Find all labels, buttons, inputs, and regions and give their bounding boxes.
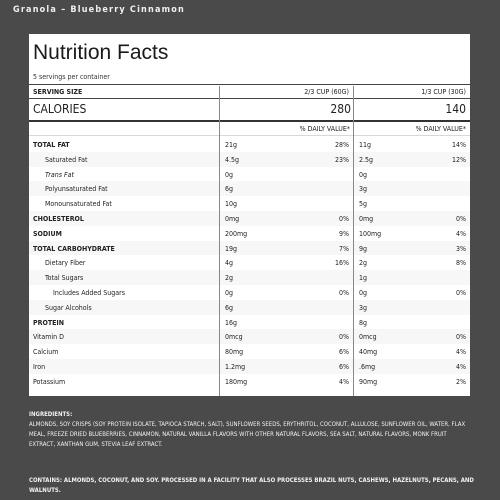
servings-per-container: 5 servings per container (33, 73, 110, 81)
nutrient-name: PROTEIN (33, 318, 65, 327)
amount-col2: 1g (359, 274, 368, 283)
amount-col1: 80mg (225, 348, 244, 357)
amount-col2: 3g (359, 185, 368, 194)
daily-value-col1: 0% (339, 215, 349, 223)
amount-col1: 4.5g (225, 155, 240, 164)
amount-col2: 11g (359, 141, 372, 149)
daily-value-col2: 4% (456, 348, 466, 357)
nutrient-name: Sugar Alcohols (45, 303, 92, 312)
table-row (29, 196, 470, 211)
table-row (29, 137, 470, 152)
amount-col2: 8g (359, 318, 368, 327)
table-row (29, 226, 470, 241)
table-row (29, 285, 470, 300)
divider (29, 84, 470, 85)
nutrient-name: CHOLESTEROL (33, 215, 84, 223)
dv-header-col2: % DAILY VALUE* (415, 125, 466, 133)
daily-value-col2: 14% (452, 141, 466, 149)
nutrient-name: Dietary Fiber (45, 259, 86, 268)
amount-col1: 0g (225, 289, 234, 297)
amount-col2: 2.5g (359, 155, 374, 164)
ingredients-block (29, 410, 474, 450)
daily-value-col2: 8% (456, 259, 466, 268)
divider (29, 120, 470, 122)
nutrient-name: Calcium (33, 348, 59, 357)
nutrient-name: Total Sugars (45, 274, 84, 283)
column-divider (353, 86, 354, 396)
ingredients-text: ALMONDS, SOY CRISPS (SOY PROTEIN ISOLATE, TAPIOCA STARCH, SALT), SUNFLOWER SEEDS, ERYTHRITOL, COCONUT, ALLULOSE, SUNFLOWER OIL, WATER, FLAX MEAL, FREEZE DRIED BLUEBERRIES, CINNAMON, NATURAL VANILLA FLAVORS WITH OTHER NATURAL FLAVORS, SEA SALT, NATURAL FLAVORS, MONK FRUIT EXTRACT, XANTHAN GUM, STEVIA LEAF EXTRACT. (29, 421, 466, 448)
nutrient-name: TOTAL CARBOHYDRATE (33, 244, 115, 253)
amount-col2: 40mg (359, 348, 378, 357)
divider (29, 98, 470, 99)
amount-col1: 16g (225, 318, 238, 327)
daily-value-col1: 6% (339, 363, 349, 371)
amount-col2: 2g (359, 259, 368, 268)
calories-col2: 140 (445, 102, 466, 116)
nutrient-name: Iron (33, 363, 46, 371)
amount-col1: 0mg (225, 215, 240, 223)
amount-col2: 3g (359, 303, 368, 312)
nutrient-name: Potassium (33, 377, 66, 386)
ingredients-heading: INGREDIENTS: (29, 411, 73, 418)
dv-header-col1: % DAILY VALUE* (299, 125, 350, 133)
daily-value-col1: 4% (339, 377, 349, 386)
allergen-statement: CONTAINS: ALMONDS, COCONUT, AND SOY. PROCESSED IN A FACILITY THAT ALSO PROCESSES BRAZIL NUTS, CASHEWS, HAZELNUTS, PECANS, AND WALNUTS. (29, 477, 474, 494)
table-row (29, 344, 470, 359)
daily-value-col2: 2% (456, 377, 466, 386)
daily-value-col1: 23% (335, 155, 349, 164)
table-row (29, 329, 470, 344)
amount-col1: 2g (225, 274, 234, 283)
amount-col1: 0g (225, 170, 234, 179)
daily-value-col2: 4% (456, 229, 466, 238)
amount-col2: .6mg (359, 363, 376, 371)
nutrient-name: Polyunsaturated Fat (45, 185, 108, 194)
table-row (29, 255, 470, 270)
table-row (29, 374, 470, 389)
daily-value-col1: 6% (339, 348, 349, 357)
daily-value-col1: 9% (339, 229, 349, 238)
table-row (29, 300, 470, 315)
amount-col1: 10g (225, 200, 238, 209)
table-row (29, 359, 470, 374)
daily-value-col2: 3% (456, 244, 466, 253)
nutrient-name: Monounsaturated Fat (45, 200, 112, 209)
column-divider (219, 86, 220, 396)
nutrient-name: Includes Added Sugars (53, 289, 125, 297)
nutrition-facts-panel (29, 34, 470, 396)
calories-col1: 280 (330, 102, 351, 116)
amount-col1: 0mcg (225, 333, 243, 342)
amount-col1: 1.2mg (225, 363, 246, 371)
table-row (29, 315, 470, 330)
nutrient-name: TOTAL FAT (33, 141, 70, 149)
daily-value-col2: 12% (452, 155, 466, 164)
amount-col2: 100mg (359, 229, 382, 238)
calories-label: CALORIES (33, 102, 87, 116)
amount-col2: 0mg (359, 215, 374, 223)
daily-value-col2: 4% (456, 363, 466, 371)
daily-value-col2: 0% (456, 289, 466, 297)
table-row (29, 152, 470, 167)
serving-size-col1: 2/3 CUP (60G) (304, 88, 349, 96)
daily-value-col1: 0% (339, 289, 349, 297)
amount-col2: 9g (359, 244, 368, 253)
nutrient-name: SODIUM (33, 229, 62, 238)
serving-size-label: SERVING SIZE (33, 88, 83, 96)
amount-col1: 19g (225, 244, 238, 253)
daily-value-col1: 28% (335, 141, 349, 149)
table-row (29, 211, 470, 226)
nutrient-name: Trans Fat (45, 170, 74, 179)
amount-col1: 180mg (225, 377, 248, 386)
daily-value-col1: 0% (339, 333, 349, 342)
amount-col2: 90mg (359, 377, 378, 386)
amount-col1: 4g (225, 259, 234, 268)
daily-value-col1: 7% (339, 244, 349, 253)
divider (29, 135, 470, 136)
nutrient-name: Saturated Fat (45, 155, 88, 164)
amount-col2: 0g (359, 289, 368, 297)
amount-col1: 6g (225, 185, 234, 194)
daily-value-col2: 0% (456, 333, 466, 342)
table-row (29, 167, 470, 182)
daily-value-col1: 16% (335, 259, 349, 268)
amount-col2: 5g (359, 200, 368, 209)
nutrition-facts-title: Nutrition Facts (33, 41, 169, 64)
amount-col1: 21g (225, 141, 238, 149)
amount-col2: 0g (359, 170, 368, 179)
nutrient-name: Vitamin D (33, 333, 64, 342)
table-row (29, 270, 470, 285)
amount-col2: 0mcg (359, 333, 377, 342)
serving-size-col2: 1/3 CUP (30G) (421, 88, 466, 96)
daily-value-col2: 0% (456, 215, 466, 223)
product-title: Granola – Blueberry Cinnamon (13, 5, 185, 15)
amount-col1: 200mg (225, 229, 248, 238)
table-row (29, 241, 470, 256)
amount-col1: 6g (225, 303, 234, 312)
table-row (29, 181, 470, 196)
